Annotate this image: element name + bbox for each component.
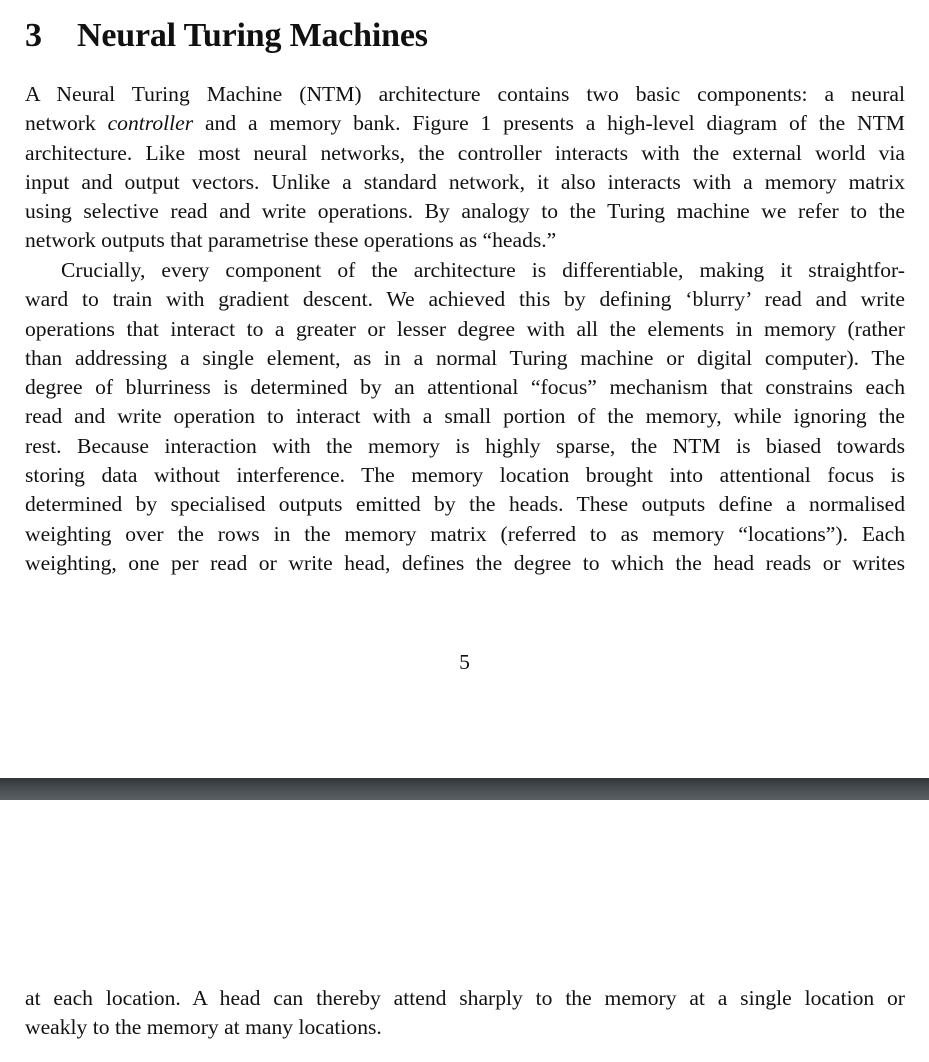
page-number: 5	[459, 650, 470, 674]
text-line: storing data without interference. The memory location brought into attentional focus is	[25, 463, 905, 488]
section-heading	[25, 16, 428, 56]
text-line: weighting over the rows in the memory matrix (referred to as memory “locations”). Each	[25, 521, 905, 546]
text-line: using selective read and write operations. By analogy to the Turing machine we refer to the	[25, 199, 905, 224]
paragraph-intro	[25, 80, 905, 256]
section-title: Neural Turing Machines	[77, 17, 428, 54]
text-line: Crucially, every component of the architecture is differentiable, making it straightfor-	[61, 258, 905, 282]
text-span: network	[25, 111, 108, 136]
paragraph-continued	[25, 984, 905, 1043]
text-line: rest. Because interaction with the memory is highly sparse, the NTM is biased towards	[25, 433, 905, 458]
italic-term: controller	[107, 111, 194, 136]
text-line: weakly to the memory at many locations.	[25, 1015, 382, 1040]
text-line: operations that interact to a greater or lesser degree with all the elements in memory (rather	[25, 316, 905, 341]
paragraph-differentiable	[25, 256, 905, 578]
text-line: network outputs that parametrise these operations as “heads.”	[25, 228, 557, 253]
section-number: 3	[25, 17, 42, 54]
text-line: read and write operation to interact with a small portion of the memory, while ignoring the	[25, 404, 905, 429]
text-line: architecture. Like most neural networks, the controller interacts with the external world via	[25, 140, 905, 165]
pdf-page-6	[0, 800, 929, 1062]
text-line: degree of blurriness is determined by an attentional “focus” mechanism that constrains each	[25, 375, 905, 400]
text-line: determined by specialised outputs emitted by the heads. These outputs define a normalised	[25, 492, 905, 517]
text-span: and a memory bank. Figure 1 presents a high-level diagram of the NTM	[193, 111, 905, 136]
text-line: than addressing a single element, as in a normal Turing machine or digital computer). The	[25, 345, 905, 370]
text-line: at each location. A head can thereby attend sharply to the memory at a single location or	[25, 986, 905, 1010]
text-line	[25, 109, 905, 138]
text-line: A Neural Turing Machine (NTM) architecture contains two basic components: a neural	[25, 82, 905, 106]
text-line: weighting, one per read or write head, defines the degree to which the head reads or writes	[25, 550, 905, 575]
text-line: ward to train with gradient descent. We achieved this by defining ‘blurry’ read and write	[25, 287, 905, 312]
page-separator	[0, 778, 929, 800]
text-line: input and output vectors. Unlike a standard network, it also interacts with a memory matrix	[25, 169, 905, 194]
